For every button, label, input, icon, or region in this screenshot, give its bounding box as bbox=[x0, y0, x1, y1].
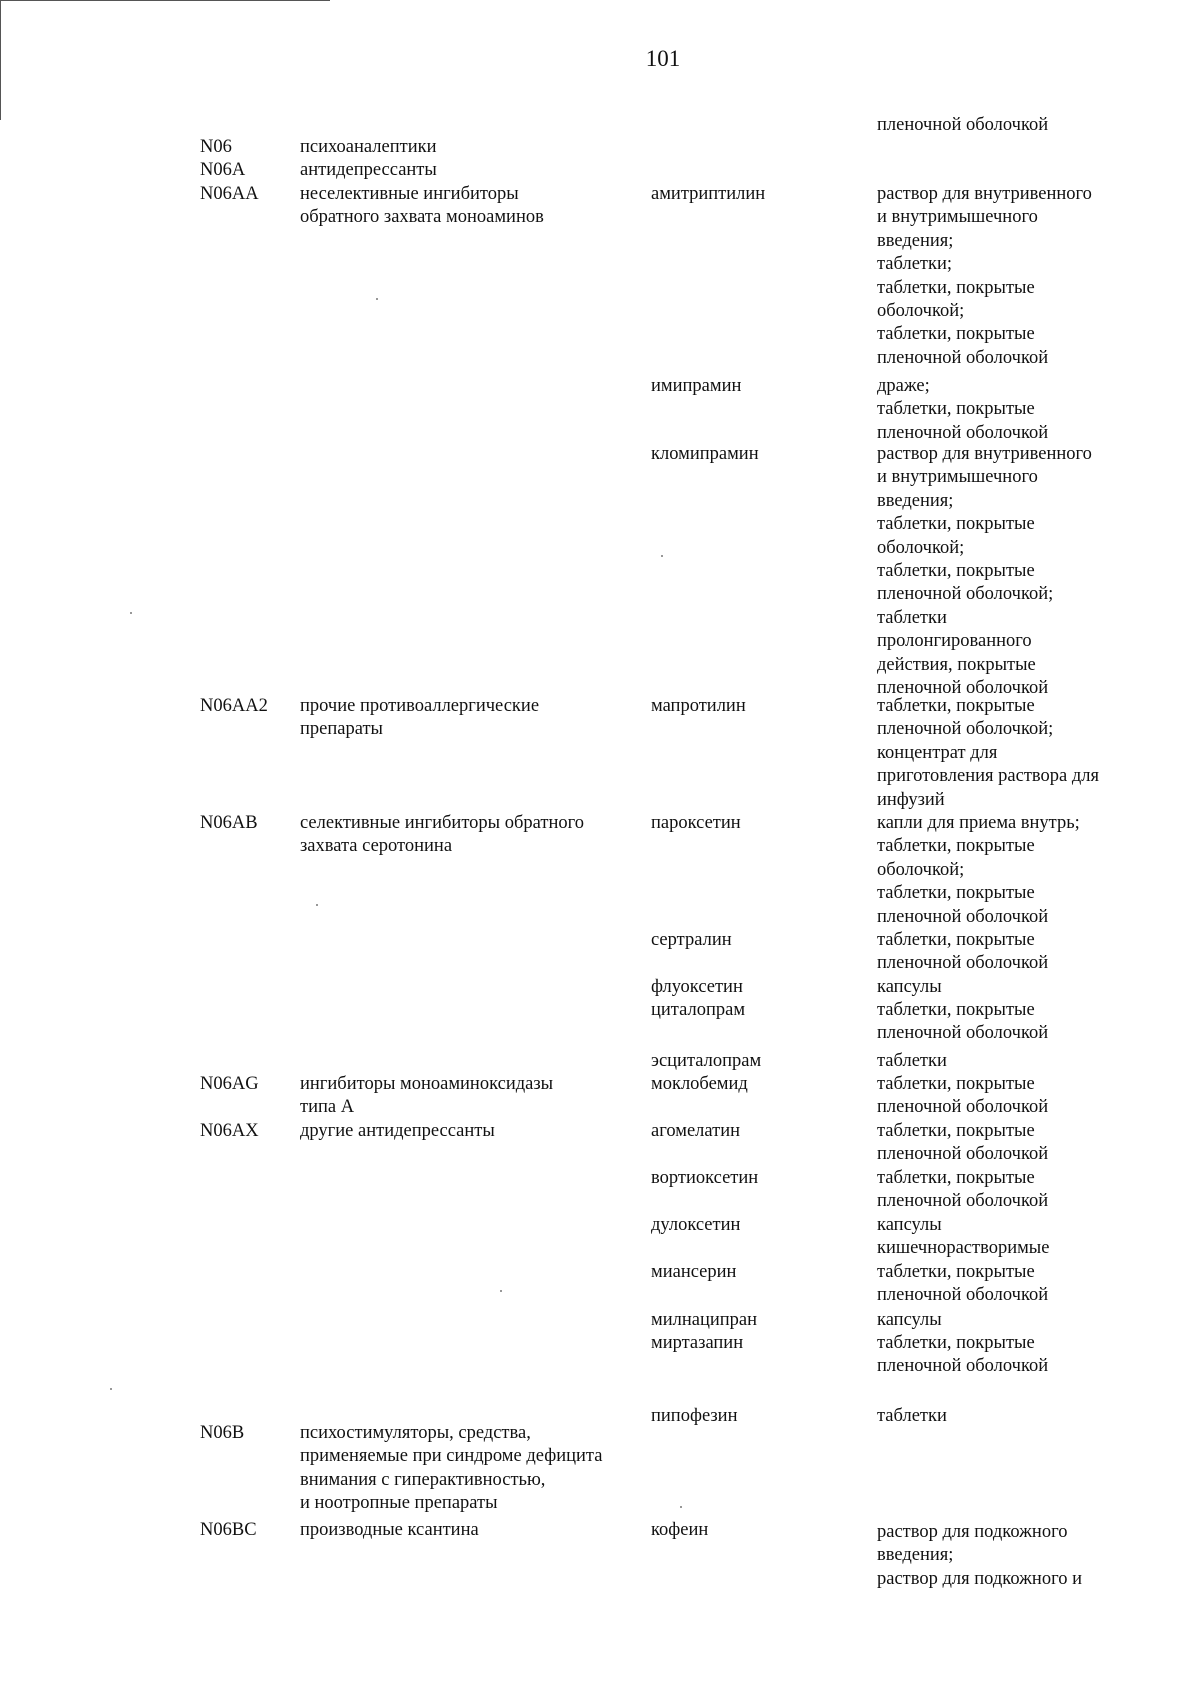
drug-name: миртазапин bbox=[651, 1333, 744, 1353]
dosage-form bbox=[877, 976, 942, 999]
dosage-form bbox=[877, 1120, 1048, 1167]
atc-code-line: N06BC bbox=[200, 1520, 257, 1540]
dosage-form-line: таблетки, покрытые bbox=[877, 514, 1035, 535]
dosage-form bbox=[877, 1332, 1048, 1379]
dosage-form-line: пленочной оболочкой bbox=[877, 1023, 1049, 1044]
dosage-form-line: таблетки, покрытые bbox=[877, 399, 1035, 420]
drug-name: амитриптилин bbox=[651, 184, 766, 204]
dosage-form-line: капсулы bbox=[877, 977, 942, 997]
dosage-form-line: драже; bbox=[877, 376, 930, 396]
dosage-form-line: кишечнорастворимые bbox=[877, 1238, 1050, 1259]
dosage-form-line: пленочной оболочкой bbox=[877, 1144, 1049, 1165]
drug-name: кофеин bbox=[651, 1520, 709, 1540]
dosage-form-line: пленочной оболочкой bbox=[877, 906, 1049, 927]
dosage-form-line: концентрат для bbox=[877, 742, 998, 763]
group-name-line: неселективные ингибиторы bbox=[300, 184, 519, 204]
scan-speck bbox=[110, 1388, 112, 1390]
atc-code bbox=[200, 136, 232, 159]
atc-code-line: N06AA bbox=[200, 184, 259, 204]
atc-code-line: N06AX bbox=[200, 1121, 259, 1141]
atc-code-line: N06A bbox=[200, 160, 246, 180]
scan-edge-line bbox=[0, 0, 330, 1]
dosage-form-line: пленочной оболочкой; bbox=[877, 719, 1054, 740]
group-name-line: типа А bbox=[300, 1097, 355, 1118]
atc-code bbox=[200, 1519, 257, 1542]
dosage-form-line: таблетки, покрытые bbox=[877, 1168, 1035, 1188]
dosage-form bbox=[877, 443, 1092, 700]
group-name bbox=[300, 136, 437, 159]
dosage-form-line: введения; bbox=[877, 490, 954, 511]
dosage-form-line: таблетки, покрытые bbox=[877, 836, 1035, 857]
group-name-line: внимания с гиперактивностью, bbox=[300, 1469, 546, 1490]
dosage-form-line: таблетки, покрытые bbox=[877, 561, 1035, 582]
group-name-line: обратного захвата моноаминов bbox=[300, 207, 544, 228]
dosage-form bbox=[877, 695, 1099, 812]
dosage-form-line: введения; bbox=[877, 1545, 954, 1566]
atc-code bbox=[200, 812, 258, 835]
continued-dosage-form: пленочной оболочкой bbox=[877, 115, 1049, 135]
dosage-form bbox=[877, 1261, 1048, 1308]
atc-code bbox=[200, 695, 268, 718]
dosage-form-line: таблетки, покрытые bbox=[877, 277, 1035, 298]
dosage-form-line: капли для приема внутрь; bbox=[877, 813, 1080, 833]
drug-name: пароксетин bbox=[651, 813, 741, 833]
dosage-form-line: действия, покрытые bbox=[877, 654, 1036, 675]
dosage-form-line: таблетки bbox=[877, 607, 947, 628]
scan-speck bbox=[376, 298, 378, 300]
group-name bbox=[300, 812, 584, 859]
atc-code bbox=[200, 1073, 259, 1096]
dosage-form-line: таблетки, покрытые bbox=[877, 696, 1035, 716]
dosage-form-line: капсулы bbox=[877, 1310, 942, 1330]
drug-name: вортиоксетин bbox=[651, 1168, 759, 1188]
dosage-form bbox=[877, 375, 1048, 445]
dosage-form-line: пленочной оболочкой bbox=[877, 422, 1049, 443]
dosage-form bbox=[877, 1167, 1048, 1214]
dosage-form-line: таблетки bbox=[877, 1406, 947, 1426]
drug-name: сертралин bbox=[651, 930, 732, 950]
dosage-form-line: пленочной оболочкой; bbox=[877, 584, 1054, 605]
scan-speck bbox=[680, 1506, 682, 1508]
dosage-form bbox=[877, 999, 1048, 1046]
dosage-form-line: оболочкой; bbox=[877, 537, 965, 558]
group-name-line: другие антидепрессанты bbox=[300, 1121, 495, 1141]
drug-name: флуоксетин bbox=[651, 977, 743, 997]
dosage-form bbox=[877, 1405, 947, 1428]
dosage-form bbox=[877, 929, 1048, 976]
scan-speck bbox=[316, 904, 318, 906]
dosage-form-line: пленочной оболочкой bbox=[877, 1285, 1049, 1306]
atc-code-line: N06B bbox=[200, 1423, 245, 1443]
scan-speck bbox=[661, 555, 663, 557]
drug-name: моклобемид bbox=[651, 1074, 748, 1094]
dosage-form-line: таблетки, покрытые bbox=[877, 883, 1035, 904]
dosage-form bbox=[877, 1214, 1049, 1261]
dosage-form-line: таблетки, покрытые bbox=[877, 1262, 1035, 1282]
dosage-form bbox=[877, 183, 1092, 370]
page-number: 101 bbox=[645, 46, 681, 71]
dosage-form-line: таблетки; bbox=[877, 254, 953, 275]
dosage-form-line: таблетки, покрытые bbox=[877, 1000, 1035, 1020]
atc-code-line: N06AA2 bbox=[200, 696, 268, 716]
drug-name: имипрамин bbox=[651, 376, 742, 396]
group-name bbox=[300, 1422, 602, 1516]
dosage-form-line: и внутримышечного bbox=[877, 467, 1038, 488]
group-name-line: и ноотропные препараты bbox=[300, 1493, 498, 1514]
group-name-line: производные ксантина bbox=[300, 1520, 479, 1540]
dosage-form-line: пленочной оболочкой bbox=[877, 347, 1049, 368]
group-name bbox=[300, 183, 544, 230]
dosage-form-line: таблетки, покрытые bbox=[877, 1333, 1035, 1353]
group-name-line: препараты bbox=[300, 719, 383, 740]
dosage-form-line: раствор для подкожного и bbox=[877, 1568, 1082, 1589]
dosage-form-line: таблетки, покрытые bbox=[877, 930, 1035, 950]
dosage-form-line: введения; bbox=[877, 230, 954, 251]
dosage-form-line: оболочкой; bbox=[877, 859, 965, 880]
group-name bbox=[300, 1073, 553, 1120]
dosage-form-line: и внутримышечного bbox=[877, 207, 1038, 228]
dosage-form-line: таблетки, покрытые bbox=[877, 1074, 1035, 1094]
atc-code bbox=[200, 183, 259, 206]
dosage-form-line: пленочной оболочкой bbox=[877, 678, 1049, 699]
dosage-form-line: таблетки, покрытые bbox=[877, 324, 1035, 345]
dosage-form-line: пленочной оболочкой bbox=[877, 1097, 1049, 1118]
drug-name: агомелатин bbox=[651, 1121, 741, 1141]
dosage-form-line: пленочной оболочкой bbox=[877, 1191, 1049, 1212]
atc-code bbox=[200, 1120, 259, 1143]
atc-code-line: N06AB bbox=[200, 813, 258, 833]
drug-name: дулоксетин bbox=[651, 1215, 741, 1235]
group-name-line: прочие противоаллергические bbox=[300, 696, 540, 716]
dosage-form-line: инфузий bbox=[877, 789, 945, 810]
dosage-form-line: таблетки bbox=[877, 1051, 947, 1071]
group-name bbox=[300, 695, 539, 742]
group-name-line: ингибиторы моноаминоксидазы bbox=[300, 1074, 554, 1094]
group-name-line: захвата серотонина bbox=[300, 836, 453, 857]
group-name bbox=[300, 1519, 479, 1542]
drug-name: циталопрам bbox=[651, 1000, 746, 1020]
dosage-form bbox=[877, 1050, 947, 1073]
group-name bbox=[300, 159, 437, 182]
dosage-form-line: раствор для подкожного bbox=[877, 1522, 1068, 1542]
group-name-line: психостимуляторы, средства, bbox=[300, 1423, 531, 1443]
dosage-form-line: капсулы bbox=[877, 1215, 942, 1235]
dosage-form-line: таблетки, покрытые bbox=[877, 1121, 1035, 1141]
drug-name: кломипрамин bbox=[651, 444, 759, 464]
dosage-form-line: оболочкой; bbox=[877, 301, 965, 322]
dosage-form-line: раствор для внутривенного bbox=[877, 444, 1092, 464]
group-name-line: селективные ингибиторы обратного bbox=[300, 813, 584, 833]
drug-name: миансерин bbox=[651, 1262, 737, 1282]
group-name-line: психоаналептики bbox=[300, 137, 437, 157]
dosage-form-line: пролонгированного bbox=[877, 631, 1032, 652]
dosage-form bbox=[877, 812, 1080, 929]
drug-name: пипофезин bbox=[651, 1406, 738, 1426]
scan-speck bbox=[130, 612, 132, 614]
atc-code-line: N06 bbox=[200, 137, 232, 157]
dosage-form-line: пленочной оболочкой bbox=[877, 953, 1049, 974]
dosage-form bbox=[877, 1073, 1048, 1120]
group-name-line: антидепрессанты bbox=[300, 160, 437, 180]
drug-name: милнаципран bbox=[651, 1310, 758, 1330]
atc-code-line: N06AG bbox=[200, 1074, 259, 1094]
group-name bbox=[300, 1120, 495, 1143]
atc-code bbox=[200, 159, 245, 182]
atc-code bbox=[200, 1422, 244, 1445]
drug-name: мапротилин bbox=[651, 696, 746, 716]
dosage-form bbox=[877, 1521, 1082, 1591]
dosage-form-line: раствор для внутривенного bbox=[877, 184, 1092, 204]
drug-name: эсциталопрам bbox=[651, 1051, 762, 1071]
dosage-form-line: пленочной оболочкой bbox=[877, 1356, 1049, 1377]
dosage-form-line: приготовления раствора для bbox=[877, 766, 1099, 787]
dosage-form bbox=[877, 1309, 942, 1332]
group-name-line: применяемые при синдроме дефицита bbox=[300, 1446, 603, 1467]
scan-speck bbox=[500, 1290, 502, 1292]
